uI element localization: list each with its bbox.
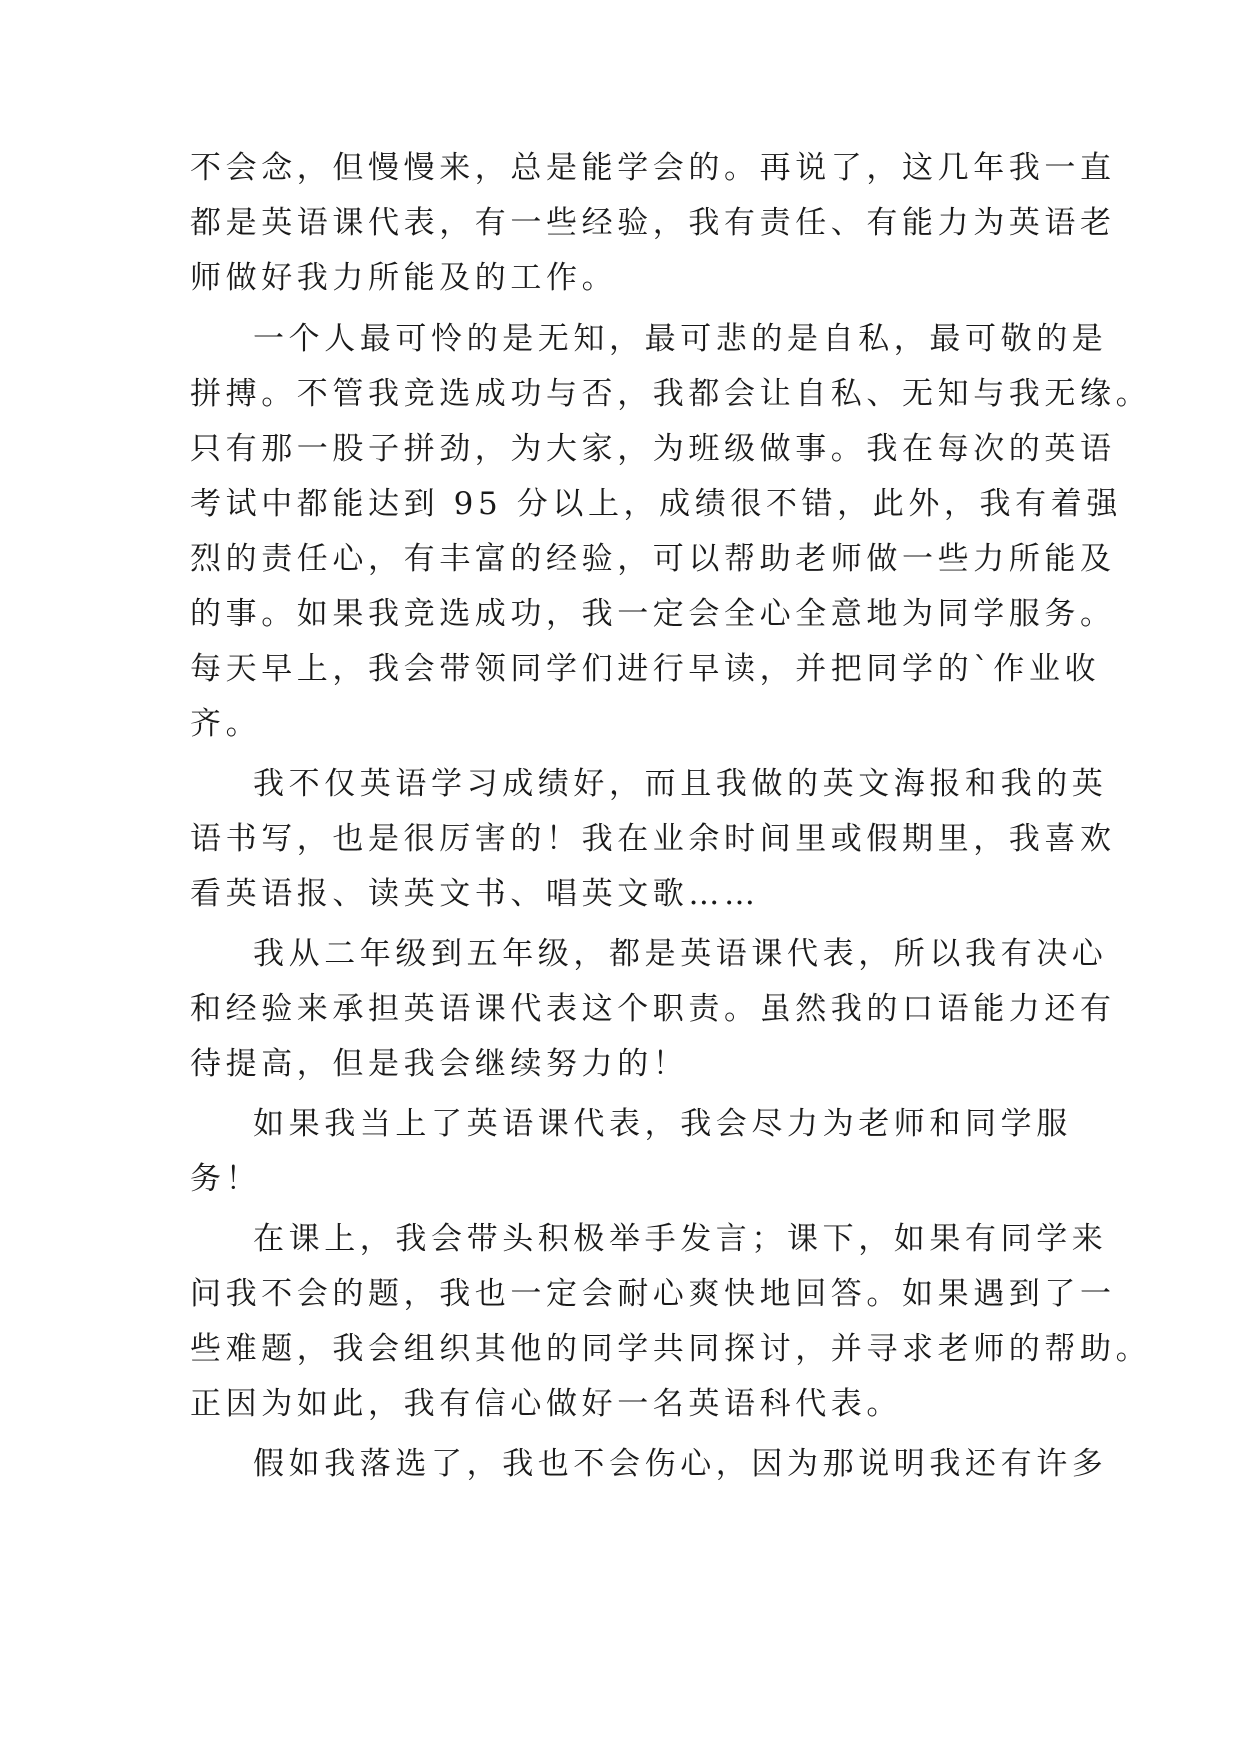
text-line: 只有那一股子拼劲，为大家，为班级做事。我在每次的英语 [190, 431, 1116, 467]
text-line: 师做好我力所能及的工作。 [190, 260, 618, 296]
text-line: 看英语报、读英文书、唱英文歌…… [190, 876, 760, 912]
text-line: 不会念，但慢慢来，总是能学会的。再说了，这几年我一直 [190, 150, 1116, 186]
paragraph-start-line: 我从二年级到五年级，都是英语课代表，所以我有决心 [253, 936, 1108, 972]
text-line: 正因为如此，我有信心做好一名英语科代表。 [190, 1386, 902, 1422]
text-line: 齐。 [190, 706, 262, 742]
text-line: 务！ [190, 1161, 262, 1197]
text-line: 每天早上，我会带领同学们进行早读，并把同学的`作业收 [190, 651, 1101, 687]
text-line: 语书写，也是很厉害的！我在业余时间里或假期里，我喜欢 [190, 821, 1116, 857]
text-line: 考试中都能达到 95 分以上，成绩很不错，此外，我有着强 [190, 486, 1122, 522]
paragraph-start-line: 在课上，我会带头积极举手发言；课下，如果有同学来 [253, 1221, 1108, 1257]
paragraph-start-line: 如果我当上了英语课代表，我会尽力为老师和同学服 [253, 1106, 1072, 1142]
text-line: 和经验来承担英语课代表这个职责。虽然我的口语能力还有 [190, 991, 1116, 1027]
text-line: 待提高，但是我会继续努力的！ [190, 1046, 689, 1082]
paragraph-start-line: 我不仅英语学习成绩好，而且我做的英文海报和我的英 [253, 766, 1108, 802]
text-line: 拼搏。不管我竞选成功与否，我都会让自私、无知与我无缘。 [190, 376, 1152, 412]
text-line: 烈的责任心，有丰富的经验，可以帮助老师做一些力所能及 [190, 541, 1116, 577]
paragraph-start-line: 假如我落选了，我也不会伤心，因为那说明我还有许多 [253, 1446, 1108, 1482]
text-line: 都是英语课代表，有一些经验，我有责任、有能力为英语老 [190, 205, 1116, 241]
text-line: 问我不会的题，我也一定会耐心爽快地回答。如果遇到了一 [190, 1276, 1116, 1312]
text-line: 的事。如果我竞选成功，我一定会全心全意地为同学服务。 [190, 596, 1116, 632]
text-line: 些难题，我会组织其他的同学共同探讨，并寻求老师的帮助。 [190, 1331, 1152, 1367]
paragraph-start-line: 一个人最可怜的是无知，最可悲的是自私，最可敬的是 [253, 321, 1108, 357]
